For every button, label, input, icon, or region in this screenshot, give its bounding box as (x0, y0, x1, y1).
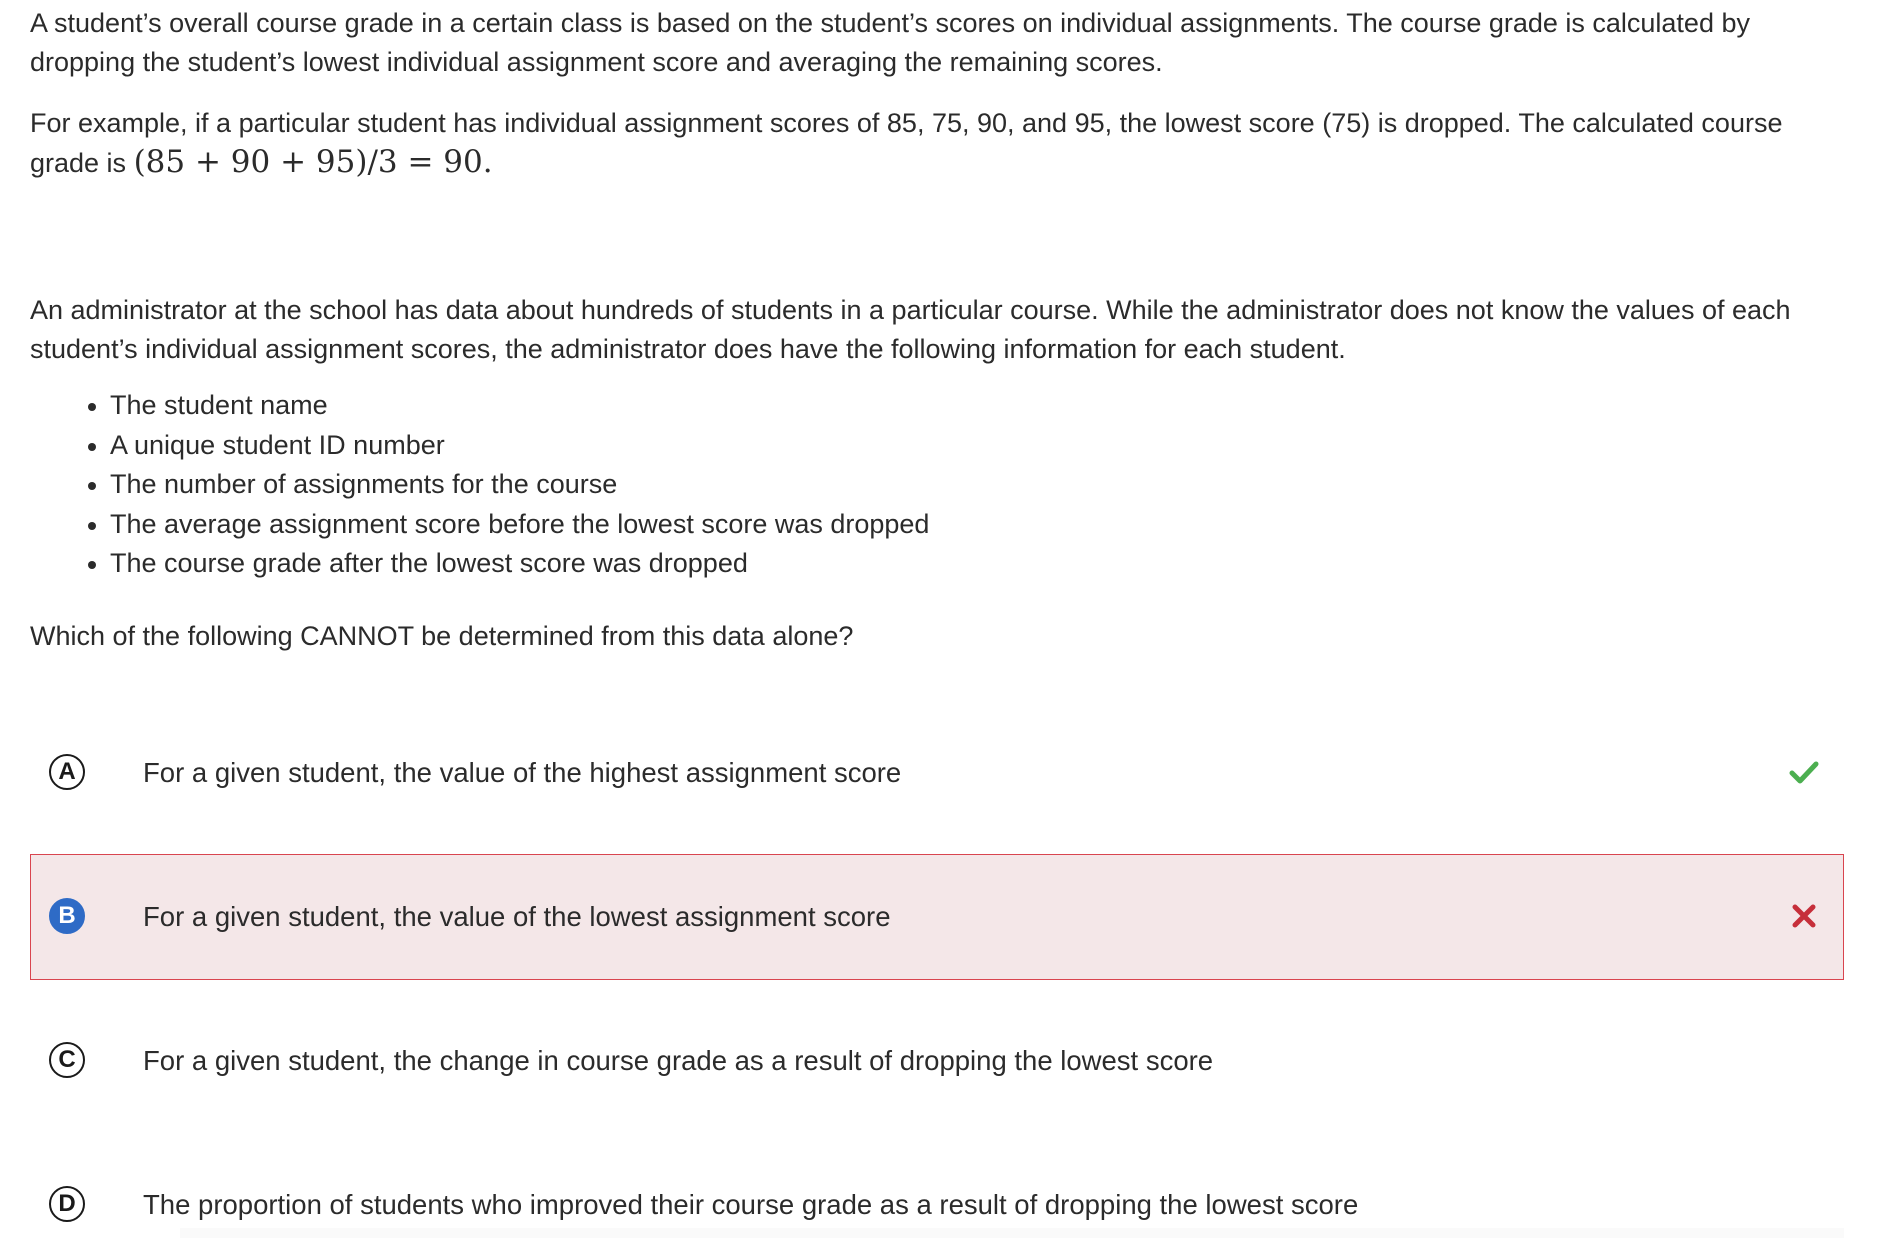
question-example (30, 104, 1830, 183)
choice-b-text: For a given student, the value of the lowest assignment score (143, 901, 891, 932)
example-math: (85 + 90 + 95)/3 = 90. (133, 144, 493, 180)
bottom-divider (180, 1228, 1844, 1238)
choice-c-letter: C (49, 1042, 85, 1078)
question-intro: A student’s overall course grade in a certain class is based on the student’s scores on individual assignments. The course grade is calculated by dropping the student’s lowest individual assignment score and averaging the remaining scores. (30, 8, 1750, 77)
info-list (30, 386, 929, 584)
info-item: The course grade after the lowest score was dropped (110, 544, 929, 584)
choice-b-letter: B (49, 898, 85, 934)
x-mark-icon (1787, 899, 1821, 933)
admin-description: An administrator at the school has data about hundreds of students in a particular course. While the administrator does not know the values of each student’s individual assignment scores, the administrator does have the following information for each student. (30, 295, 1791, 364)
checkmark-icon (1787, 755, 1821, 789)
info-item: The student name (110, 386, 929, 426)
choice-a-letter: A (49, 754, 85, 790)
info-item: The average assignment score before the lowest score was dropped (110, 505, 929, 545)
info-item: A unique student ID number (110, 426, 929, 466)
choice-c[interactable] (30, 998, 1844, 1124)
choice-a[interactable] (30, 710, 1844, 836)
choice-c-text: For a given student, the change in course grade as a result of dropping the lowest score (143, 1045, 1214, 1076)
question-prompt: Which of the following CANNOT be determined from this data alone? (30, 621, 854, 651)
choice-d[interactable] (30, 1142, 1844, 1238)
choice-b[interactable] (30, 854, 1844, 980)
info-item: The number of assignments for the course (110, 465, 929, 505)
choice-d-letter: D (49, 1186, 85, 1222)
choice-d-text: The proportion of students who improved their course grade as a result of dropping the lowest score (143, 1189, 1359, 1220)
choice-a-text: For a given student, the value of the highest assignment score (143, 757, 902, 788)
example-text: For example, if a particular student has individual assignment scores of 85, 75, 90, and 95, the lowest score (75) is dropped. The calculated course grade is (30, 108, 1783, 178)
